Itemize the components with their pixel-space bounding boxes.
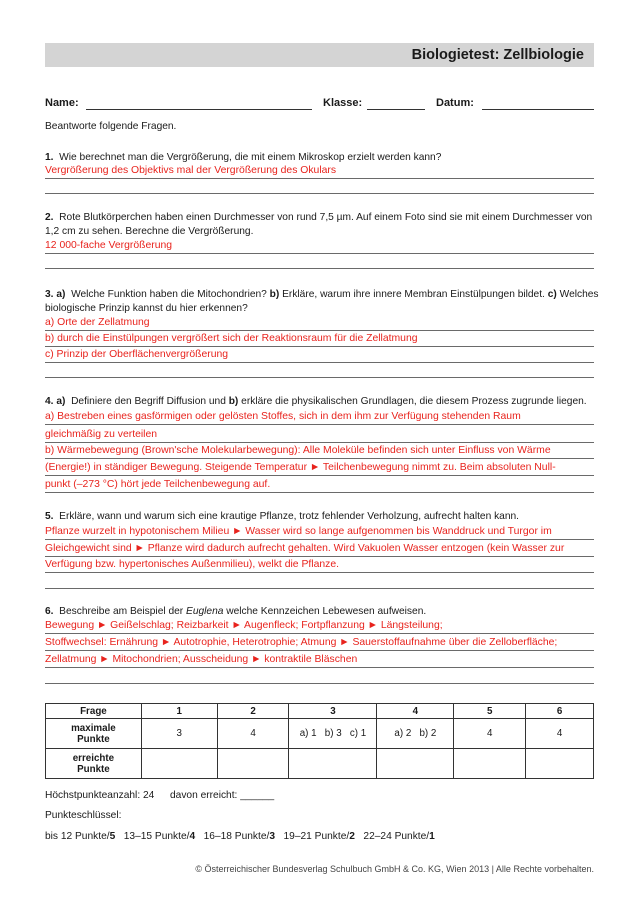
grade-range: 22–24 Punkte/: [363, 831, 430, 842]
copyright-footer: © Österreichischer Bundesverlag Schulbuch GmbH & Co. KG, Wien 2013 | Alle Rechte vorbehalten.: [195, 864, 594, 874]
answer-4-line5: punkt (–273 °C) hört jede Teilchenbewegung auf.: [45, 479, 271, 490]
grade-value: 5: [109, 831, 116, 842]
question-text: Rote Blutkörperchen haben einen Durchmesser von rund 7,5 µm. Auf einem Foto sind sie mit einem Durchmesser von: [59, 212, 593, 223]
answer-line: [45, 588, 594, 589]
answer-5-line3: Verfügung bzw. hypertonisches Außenmilieu), welkt die Pflanze.: [45, 559, 339, 570]
answer-line: [45, 556, 594, 557]
answer-line: [45, 346, 594, 347]
max-points-cell: 4: [526, 719, 594, 749]
question-number: 4. a): [45, 396, 66, 407]
max-points-cell: 4: [454, 719, 526, 749]
answer-4-line3: b) Wärmebewegung (Brown'sche Molekularbewegung): Alle Moleküle befinden sich unter Einfluss von Wärme: [45, 445, 551, 456]
answer-line: [45, 458, 594, 459]
answer-line: [45, 253, 594, 254]
question-text-b: Erkläre, warum ihre innere Membran Einstülpungen bildet.: [282, 289, 545, 300]
reached-points-cell[interactable]: [289, 749, 377, 779]
table-row-reached: [46, 749, 594, 779]
name-label: Name:: [45, 97, 79, 109]
max-points-cell: 4: [217, 719, 289, 749]
date-field[interactable]: [482, 109, 594, 110]
reached-points-cell[interactable]: [526, 749, 594, 779]
answer-line: [45, 492, 594, 493]
label-line: erreichte: [72, 752, 115, 764]
table-header-cell: 2: [217, 704, 289, 719]
answer-2: 12 000-fache Vergrößerung: [45, 240, 173, 251]
class-label: Klasse:: [323, 97, 363, 109]
answer-line: [45, 362, 594, 363]
grading-key-item: [45, 831, 115, 842]
grade-value: 2: [349, 831, 355, 842]
answer-5-line1: Pflanze wurzelt in hypotonischem Milieu ► Wasser wird so lange aufgenommen bis Wanddruck und Turgor im: [45, 526, 552, 537]
question-number: 5.: [45, 511, 54, 522]
part-b-label: b): [269, 289, 280, 300]
class-field[interactable]: [367, 109, 425, 110]
question-6: [45, 605, 426, 619]
grading-key-item: [204, 831, 275, 842]
reached-points-cell[interactable]: [141, 749, 217, 779]
date-label: Datum:: [436, 97, 474, 109]
question-number: 1.: [45, 152, 54, 163]
max-total: Höchstpunkteanzahl: 24: [45, 790, 155, 801]
answer-1: Vergrößerung des Objektivs mal der Vergrößerung des Okulars: [45, 165, 337, 176]
grading-key-label: Punkteschlüssel:: [45, 810, 122, 821]
grade-range: 13–15 Punkte/: [123, 831, 190, 842]
label-line: Punkte: [77, 733, 110, 745]
table-header-cell: 5: [454, 704, 526, 719]
table-row-max: [46, 719, 594, 749]
answer-line: [45, 442, 594, 443]
max-points-cell: a) 2 b) 2: [377, 719, 454, 749]
question-text-a: Definiere den Begriff Diffusion und: [71, 396, 226, 407]
max-points-cell: 3: [141, 719, 217, 749]
answer-line: [45, 633, 594, 634]
answer-6-line3: Zellatmung ► Mitochondrien; Ausscheidung ► kontraktile Bläschen: [45, 654, 358, 665]
reached-points-cell[interactable]: [454, 749, 526, 779]
score-table: [45, 703, 594, 779]
answer-4-line2: gleichmäßig zu verteilen: [45, 429, 158, 440]
table-header-cell: 6: [526, 704, 594, 719]
answer-3b: b) durch die Einstülpungen vergrößert sich der Reaktionsraum für die Zellatmung: [45, 333, 418, 344]
table-header-cell: 1: [141, 704, 217, 719]
answer-4-line1: a) Bestreben eines gasförmigen oder gelösten Stoffes, sich in dem ihm zur Verfügung stehenden Raum: [45, 411, 521, 422]
part-b-label: b): [228, 396, 239, 407]
table-header-row: [46, 704, 594, 719]
question-text-c: Welches: [559, 289, 599, 300]
part-c-label: c): [547, 289, 557, 300]
question-text: Wie berechnet man die Vergrößerung, die mit einem Mikroskop erzielt werden kann?: [59, 152, 442, 163]
answer-line: [45, 178, 594, 179]
page-title: Biologietest: Zellbiologie: [411, 47, 584, 63]
reached-points-label: [46, 749, 142, 779]
grade-range: 19–21 Punkte/: [283, 831, 350, 842]
answer-line: [45, 667, 594, 668]
question-4: [45, 395, 587, 409]
reached-points-cell[interactable]: [217, 749, 289, 779]
reached-total: davon erreicht: ______: [170, 790, 275, 801]
answer-4-line4: (Energie!) in ständiger Bewegung. Steigende Temperatur ► Teilchenbewegung nimmt zu. Beim absoluten Null-: [45, 462, 556, 473]
answer-line: [45, 475, 594, 476]
question-3-cont: biologische Prinzip kannst du hier erkennen?: [45, 303, 248, 314]
question-number: 6.: [45, 606, 54, 617]
label-line: maximale: [71, 722, 116, 734]
question-text: Erkläre, wann und warum sich eine krautige Pflanze, trotz fehlender Verholzung, aufrecht halten kann.: [59, 511, 520, 522]
question-5: [45, 510, 519, 524]
answer-line: [45, 572, 594, 573]
answer-line: [45, 377, 594, 378]
question-text: Beschreibe am Beispiel der: [59, 606, 184, 617]
grading-key-item: [363, 831, 434, 842]
reached-points-cell[interactable]: [377, 749, 454, 779]
table-header-cell: Frage: [46, 704, 142, 719]
max-points-cell: a) 1 b) 3 c) 1: [289, 719, 377, 749]
max-points-label: [46, 719, 142, 749]
answer-line: [45, 424, 594, 425]
grading-key: [45, 830, 435, 844]
question-2: [45, 211, 592, 225]
question-text: welche Kennzeichen Lebewesen aufweisen.: [226, 606, 427, 617]
question-text-emphasis: Euglena: [186, 606, 224, 617]
table-header-cell: 4: [377, 704, 454, 719]
label-line: Punkte: [77, 763, 110, 775]
grading-key-item: [284, 831, 355, 842]
question-3: [45, 288, 599, 302]
grade-range: 16–18 Punkte/: [203, 831, 270, 842]
answer-line: [45, 539, 594, 540]
answer-line: [45, 330, 594, 331]
grade-range: bis 12 Punkte/: [45, 831, 110, 842]
grade-value: 1: [429, 831, 435, 842]
grade-value: 4: [189, 831, 196, 842]
question-1: [45, 151, 441, 165]
name-field[interactable]: [86, 109, 312, 110]
question-2-cont: 1,2 cm zu sehen. Berechne die Vergrößerung.: [45, 226, 254, 237]
answer-line: [45, 268, 594, 269]
question-number: 2.: [45, 212, 54, 223]
question-text-b: erkläre die physikalischen Grundlagen, die diesem Prozess zugrunde liegen.: [241, 396, 587, 407]
intro-text: Beantworte folgende Fragen.: [45, 121, 177, 132]
grade-value: 3: [269, 831, 276, 842]
answer-line: [45, 193, 594, 194]
question-text-a: Welche Funktion haben die Mitochondrien?: [71, 289, 267, 300]
answer-3a: a) Orte der Zellatmung: [45, 317, 150, 328]
answer-6-line1: Bewegung ► Geißelschlag; Reizbarkeit ► Augenfleck; Fortpflanzung ► Längsteilung;: [45, 620, 443, 631]
table-header-cell: 3: [289, 704, 377, 719]
answer-5-line2: Gleichgewicht sind ► Pflanze wird dadurch aufrecht gehalten. Wird Vakuolen Wasser entzogen (kein Wasser zur: [45, 543, 565, 554]
answer-3c: c) Prinzip der Oberflächenvergrößerung: [45, 349, 229, 360]
question-number: 3. a): [45, 289, 66, 300]
answer-6-line2: Stoffwechsel: Ernährung ► Autotrophie, Heterotrophie; Atmung ► Sauerstoffaufnahme über die Zelloberfläche;: [45, 637, 558, 648]
grading-key-item: [124, 831, 195, 842]
answer-line: [45, 650, 594, 651]
answer-line: [45, 683, 594, 684]
